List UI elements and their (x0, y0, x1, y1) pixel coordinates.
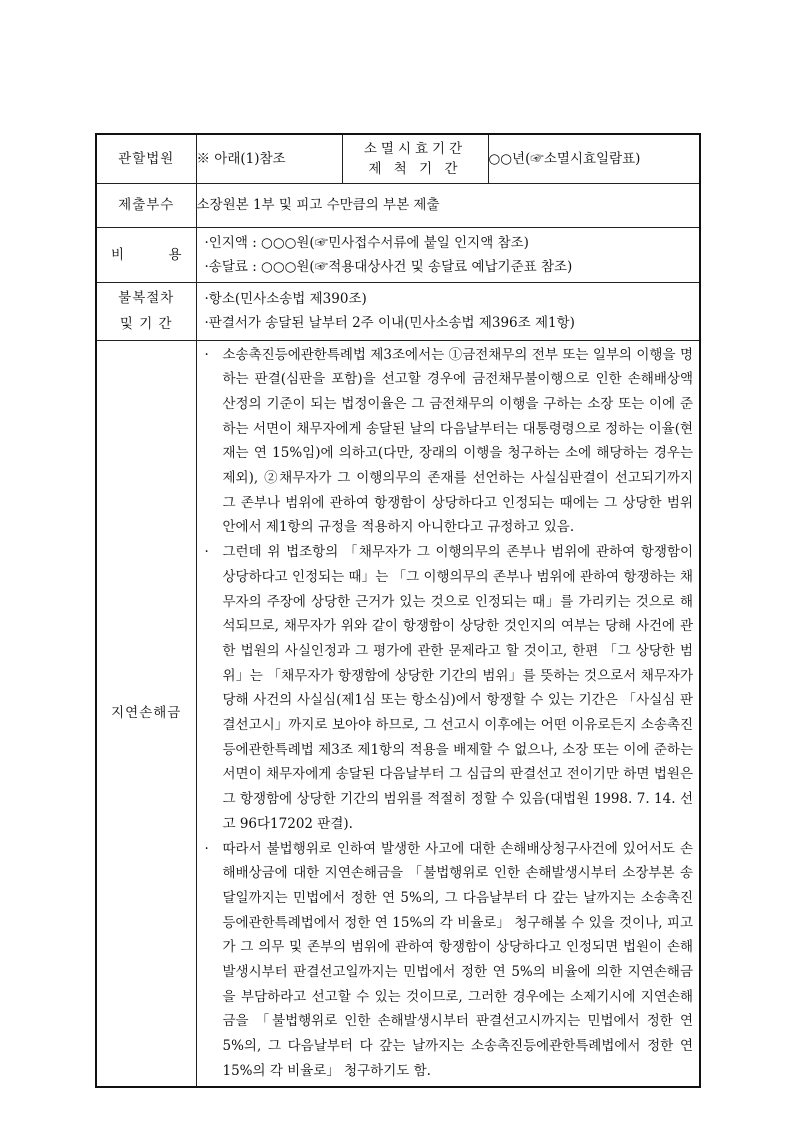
stamp-fee-line: ·인지액 : ○○○원(☞민사접수서류에 붙일 인지액 참조) (204, 234, 529, 251)
cost-label-char1: 비 (111, 246, 125, 263)
delay-damages-row (96, 340, 700, 1087)
bullet-marker: · (204, 544, 209, 561)
appeal-label (96, 282, 196, 340)
submission-label: 제출부수 (96, 183, 196, 227)
appeal-line-1: ·항소(민사소송법 제390조) (204, 291, 367, 307)
delay-paragraph-2-text: 그런데 위 법조항의 「채무자가 그 이행의무의 존부나 범위에 관하여 항쟁함이 상당하다고 인정되는 때」는 「그 이행의무의 존부나 범위에 관하여 항쟁하는 채무자의 주장에 상당한 근거가 있는 것으로 인정되는 때」를 가리키는 것으로 해석되므로, 채무자가 위와 같이 항쟁함이 상당한 것인지의 여부는 당해 사건에 관한 법원의 사실인정과 그 평가에 관한 문제라고 할 것이고, 한편 「그 상당한 범위」는 「채무자가 항쟁함에 상당한 기간의 범위」를 뜻하는 것으로서 채무자가 당해 사건의 사실심(제1심 또는 항소심)에서 항쟁할 수 있는 기간은 「사실심 판결선고시」까지로 보아야 하므로, 그 선고시 이후에는 어떤 이유로든지 소송촉진등에관한특례법 제3조 제1항의 적용을 배제할 수 없으나, 소장 또는 이에 준하는 서면이 채무자에게 송달된 다음날부터 그 심급의 판결선고 전이기만 하면 법원은 그 항쟁함에 상당한 기간의 범위를 적절히 정할 수 있음(대법원 1998. 7. 14. 선고 96다17202 판결). (222, 544, 693, 832)
court-value: ※ 아래(1)참조 (196, 134, 342, 183)
cost-value (196, 227, 700, 282)
cost-row (96, 227, 700, 282)
submission-row (96, 183, 700, 227)
court-row (96, 134, 700, 183)
delay-damages-content (196, 340, 700, 1087)
limitation-period-label-line1: 소멸시효기간 (363, 140, 467, 157)
bullet-marker: · (204, 840, 209, 857)
limitation-period-label-line2: 제 척 기 간 (368, 160, 462, 177)
appeal-value (196, 282, 700, 340)
appeal-line-2: ·판결서가 송달된 날부터 2주 이내(민사소송법 제396조 제1항) (204, 315, 575, 331)
cost-label (96, 227, 196, 282)
delay-paragraph-1-text: 소송촉진등에관한특례법 제3조에서는 ①금전채무의 전부 또는 일부의 이행을 명하는 판결(심판을 포함)을 선고할 경우에 금전채무불이행으로 인한 손해배상액산정의 기준이 되는 법정이율은 그 금전채무의 이행을 구하는 소장 또는 이에 준하는 서면이 채무자에게 송달된 날의 다음날부터는 대통령령으로 정하는 이율(현재는 연 15%임)에 의하고(다만, 장래의 이행을 청구하는 소에 해당하는 경우는 제외), ②채무자가 그 이행의무의 존재를 선언하는 사실심판결이 선고되기까지 그 존부나 범위에 관하여 항쟁함이 상당하다고 인정되는 때에는 그 상당한 범위 안에서 제1항의 규정을 적용하지 아니한다고 규정하고 있음. (222, 346, 693, 536)
court-filing-info-table (95, 133, 701, 1088)
service-fee-line: ·송달료 : ○○○원(☞적용대상사건 및 송달료 예납기준표 참조) (204, 258, 573, 275)
submission-value: 소장원본 1부 및 피고 수만큼의 부본 제출 (196, 183, 700, 227)
court-label: 관할법원 (96, 134, 196, 183)
delay-paragraph-3 (197, 837, 700, 1084)
delay-damages-label: 지연손해금 (96, 340, 196, 1087)
delay-paragraph-2 (197, 540, 700, 836)
delay-paragraph-1 (197, 343, 700, 541)
cost-label-char2: 용 (168, 246, 182, 263)
bullet-marker: · (204, 346, 209, 363)
delay-paragraph-3-text: 따라서 불법행위로 인하여 발생한 사고에 대한 손해배상청구사건에 있어서도 손해배상금에 대한 지연손해금을 「불법행위로 인한 손해발생시부터 소장부본 송달일까지는 민법에서 정한 연 5%의, 그 다음날부터 다 갚는 날까지는 소송촉진등에관한특례법에서 정한 연 15%의 각 비율로」 청구해볼 수 있을 것이나, 피고가 그 의무 및 존부의 범위에 관하여 항쟁함이 상당하다고 인정되면 법원이 손해발생시부터 판결선고일까지는 민법에서 정한 연 5%의 비율에 의한 지연손해금을 부담하라고 선고할 수 있는 것이므로, 그러한 경우에는 소제기시에 지연손해금을 「불법행위로 인한 손해발생시부터 판결선고시까지는 민법에서 정한 연 5%의, 그 다음날부터 다 갚는 날까지는 소송촉진등에관한특례법에서 정한 연 15%의 각 비율로」 청구하기도 함. (222, 840, 693, 1079)
limitation-period-value: ○○년(☞소멸시효일람표) (488, 134, 700, 183)
appeal-label-line1: 불복절차 (118, 290, 175, 306)
limitation-period-label (342, 134, 488, 183)
appeal-row (96, 282, 700, 340)
appeal-label-line2: 및 기 간 (119, 316, 173, 332)
